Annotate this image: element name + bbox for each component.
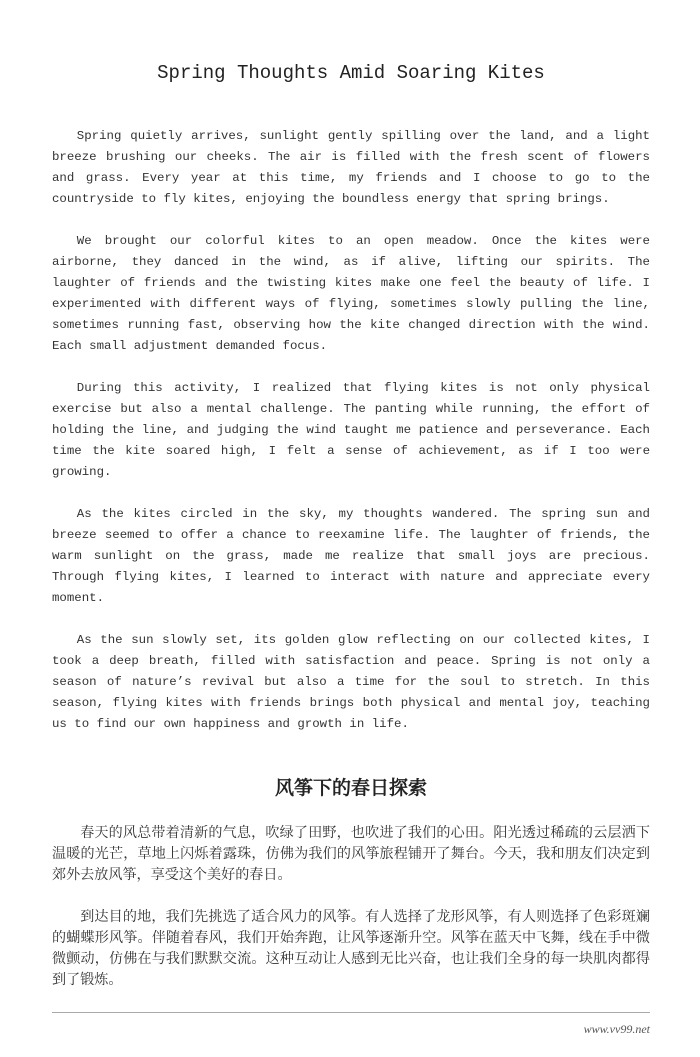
english-paragraph: As the sun slowly set, its golden glow reflecting on our collected kites, I took a deep breath, filled with satisfaction and peace. Spring is not only a season of nature’s revival but also a time for the soul to stretch. In this season, flying kites with friends brings both physical and mental joy, teaching us to find our own happiness and growth in life. [52, 633, 650, 731]
chinese-section [52, 775, 650, 991]
document-page [52, 0, 650, 1057]
english-paragraph: As the kites circled in the sky, my thoughts wandered. The spring sun and breeze seemed to offer a chance to reexamine life. The laughter of friends, the warm sunlight on the grass, made me realize that small joys are precious. Through flying kites, I learned to interact with nature and appreciate every moment. [52, 507, 650, 605]
english-paragraph: During this activity, I realized that flying kites is not only physical exercise but also a mental challenge. The panting while running, the effort of holding the line, and judging the wind taught me patience and perseverance. Each time the kite soared high, I felt a sense of achievement, as if I too were growing. [52, 381, 650, 479]
chinese-paragraph: 到达目的地，我们先挑选了适合风力的风筝。有人选择了龙形风筝，有人则选择了色彩斑斓的蝴蝶形风筝。伴随着春风，我们开始奔跑，让风筝逐渐升空。风筝在蓝天中飞舞，线在手中微微颤动，仿佛在与我们默默交流。这种互动让人感到无比兴奋，也让我们全身的每一块肌肉都得到了锻炼。 [52, 909, 650, 988]
english-paragraph: We brought our colorful kites to an open meadow. Once the kites were airborne, they danced in the wind, as if alive, lifting our spirits. The laughter of friends and the twisting kites make one feel the beauty of life. I experimented with different ways of flying, sometimes slowly pulling the line, sometimes running fast, observing how the kite changed direction with the wind. Each small adjustment demanded focus. [52, 234, 650, 353]
chinese-title: 风筝下的春日探索 [274, 777, 427, 799]
english-paragraph: Spring quietly arrives, sunlight gently spilling over the land, and a light breeze brushing our cheeks. The air is filled with the fresh scent of flowers and grass. Every year at this time, my friends and I choose to go to the countryside to fly kites, enjoying the boundless energy that spring brings. [52, 129, 650, 206]
english-title: Spring Thoughts Amid Soaring Kites [157, 62, 545, 84]
footer-url: www.vv99.net [583, 1022, 650, 1036]
english-body [52, 126, 650, 735]
chinese-paragraph: 春天的风总带着清新的气息，吹绿了田野，也吹进了我们的心田。阳光透过稀疏的云层洒下温暖的光芒，草地上闪烁着露珠，仿佛为我们的风筝旅程铺开了舞台。今天，我和朋友们决定到郊外去放风筝，享受这个美好的春日。 [52, 825, 650, 883]
footer-divider [52, 1012, 650, 1013]
chinese-body [52, 823, 650, 991]
